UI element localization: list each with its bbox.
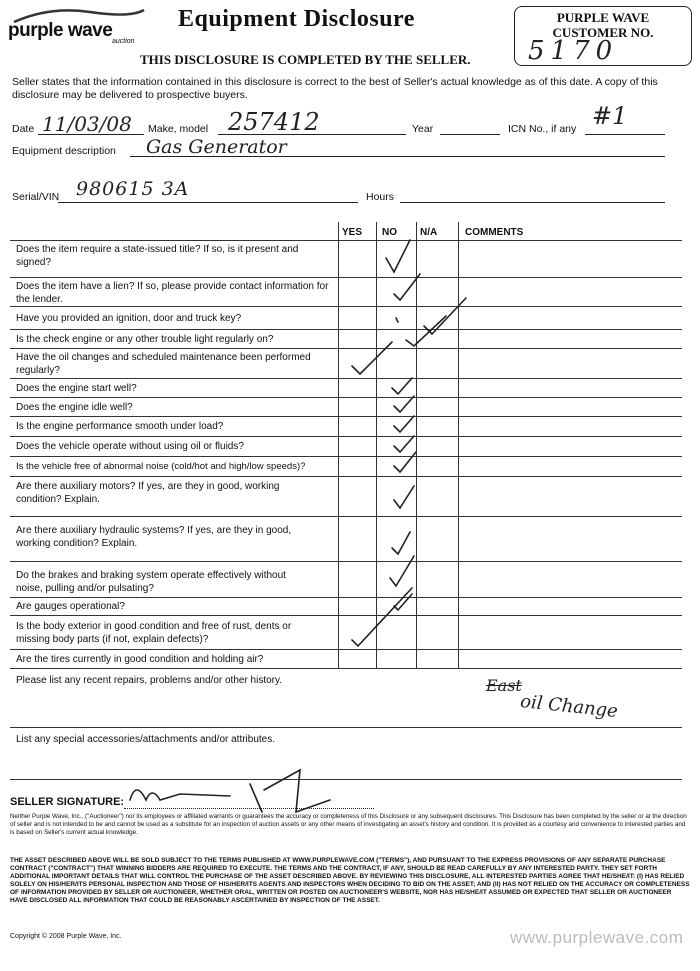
date-label: Date	[12, 123, 35, 135]
checkmark-q15	[352, 588, 412, 646]
checkmark-q14	[394, 594, 412, 610]
signature-label: SELLER SIGNATURE:	[10, 796, 125, 808]
customer-number-value: 5170	[528, 36, 619, 66]
signature-scribble	[130, 770, 330, 812]
watermark-url: www.purplewave.com	[510, 928, 684, 947]
checkmark-q4	[406, 316, 446, 346]
page-title: Equipment Disclosure	[178, 6, 415, 32]
serial-label: Serial/VIN	[12, 191, 60, 203]
intro-text: Seller states that the information contained in this disclosure is correct to the best of Seller's actual knowledge as of this date. A copy of this disclosure may be delivered to prospective buyers.	[12, 76, 658, 101]
customer-box-line2: CUSTOMER NO.	[552, 25, 654, 40]
date-value: 11/03/08	[42, 112, 132, 136]
repairs-comment: oil Change	[519, 690, 619, 723]
column-comments: COMMENTS	[465, 227, 524, 238]
question-9: Does the vehicle operate without using oil or fluids?	[16, 441, 244, 452]
customer-box-line1: PURPLE WAVE	[556, 10, 650, 25]
column-na: N/A	[420, 227, 438, 238]
question-4: Is the check engine or any other trouble light regularly on?	[16, 334, 274, 345]
equipment-description-value: Gas Generator	[146, 136, 287, 158]
checkmark-q7	[394, 396, 414, 412]
question-16: Are the tires currently in good condition and holding air?	[16, 654, 264, 665]
accessories-question: List any special accessories/attachments and/or attributes.	[16, 734, 276, 745]
checkmark-q12	[392, 532, 410, 554]
checkmark-q8	[394, 416, 414, 432]
copyright: Copyright © 2008 Purple Wave, Inc.	[10, 933, 122, 940]
question-10: Is the vehicle free of abnormal noise (cold/hot and high/low speeds)?	[16, 461, 306, 472]
subtitle: THIS DISCLOSURE IS COMPLETED BY THE SELLER.	[140, 52, 471, 67]
make-model-value: 257412	[228, 108, 320, 136]
checkmark-q13	[390, 556, 414, 586]
checkmark-q2	[394, 274, 420, 300]
logo-subtext: auction	[112, 38, 135, 45]
column-yes: YES	[342, 227, 363, 238]
year-label: Year	[412, 123, 434, 135]
hours-label: Hours	[366, 191, 395, 203]
checkmark-q1	[386, 240, 410, 272]
equipment-description-label: Equipment description	[12, 145, 116, 157]
checkmark-q10	[394, 452, 416, 472]
disclaimer-text: Neither Purple Wave, Inc., ("Auctioneer") nor its employees or affiliated warrants or guarantees the accuracy or completeness of this Disclosure or any subsequent disclosures. This Disclosure has been completed by the seller or at the direction of seller and is not intended to be and cannot be used as a substitute for an inspection of auction assets or any other means of investigating an asset's history and condition. It is provided as a courtesy and convenience to interested parties and is based on Seller's current actual knowledge.	[10, 813, 687, 836]
repairs-comment-struck: East	[486, 676, 522, 695]
checkmark-q6	[392, 378, 412, 394]
logo: purple wave	[8, 20, 113, 41]
question-1: Does the item require a state-issued title? If so, is it present and signed?	[16, 244, 299, 268]
question-12: Are there auxiliary hydraulic systems? If yes, are they in good, working condition? Explain.	[16, 525, 292, 549]
question-11: Are there auxiliary motors? If yes, are they in good, working condition? Explain.	[16, 481, 280, 505]
question-8: Is the engine performance smooth under load?	[16, 421, 224, 432]
repairs-question: Please list any recent repairs, problems and/or other history.	[16, 675, 283, 686]
make-model-label: Make, model	[148, 123, 209, 135]
icn-label: ICN No., if any	[508, 123, 577, 135]
question-15: Is the body exterior in good condition and free of rust, dents or missing body parts (if not, explain defects)?	[16, 621, 292, 645]
question-6: Does the engine start well?	[16, 383, 137, 394]
question-5: Have the oil changes and scheduled maintenance been performed regularly?	[16, 352, 311, 376]
checkmark-q3-dot	[396, 318, 398, 322]
checkmark-q5	[352, 342, 392, 374]
terms-text: THE ASSET DESCRIBED ABOVE WILL BE SOLD SUBJECT TO THE TERMS PUBLISHED AT WWW.PURPLEWAVE.COM ("TERMS"), AND PURSUANT TO THE EXPRESS PROVISIONS OF ANY SEPARATE PURCHASE CONTRACT ("CONTRACT") THAT WINNING BIDDERS ARE REQUIRED TO EXECUTE. THE TERMS AND THE CONTRACT, IF ANY, SHOULD BE READ CAREFULLY BY ANY INTERESTED PARTY. THEY SET FORTH ADDITIONAL IMPORTANT DETAILS THAT WILL CONTROL THE PURCHASE OF THE ASSET DESCRIBED ABOVE. BY REVIEWING THIS DISCLOSURE, ALL INTERESTED PARTIES AGREE THAT HE/SHE/IT: (I) HAS RELIED SOLELY ON HIS/HER/ITS PERSONAL INSPECTION AND THOSE OF HIS/HER/ITS AGENTS AND INSPECTORS WHEN DECIDING TO BID ON THE ASSET; AND (II) HAS NOT RELIED ON THE ACCURACY OR COMPLETENESS OF INFORMATION PROVIDED BY SELLER OR AUCTIONEER, WHETHER ORAL, WRITTEN OR POSTED ON AUCTIONEER'S WEBSITE, NOR HAS HE/SHE/IT ASSUMED OR EXPECTED THAT SELLER OR AUCTIONEER HAVE DISCLOSED ALL INFORMATION THAT COULD BE REASONABLY ASCERTAINED BY INSPECTION OF THE ASSET.	[10, 857, 690, 904]
question-14: Are gauges operational?	[16, 601, 125, 612]
question-2: Does the item have a lien? If so, please provide contact information for the lender.	[16, 281, 329, 305]
serial-value: 980615 3A	[76, 178, 190, 200]
checkmark-q11	[394, 486, 414, 508]
question-13: Do the brakes and braking system operate effectively without noise, pulling and/or pulsating?	[16, 570, 286, 594]
icn-value: #1	[592, 102, 628, 130]
question-7: Does the engine idle well?	[16, 402, 133, 413]
checkmark-q9	[394, 436, 414, 452]
question-3: Have you provided an ignition, door and truck key?	[16, 313, 242, 324]
column-no: NO	[382, 227, 397, 238]
